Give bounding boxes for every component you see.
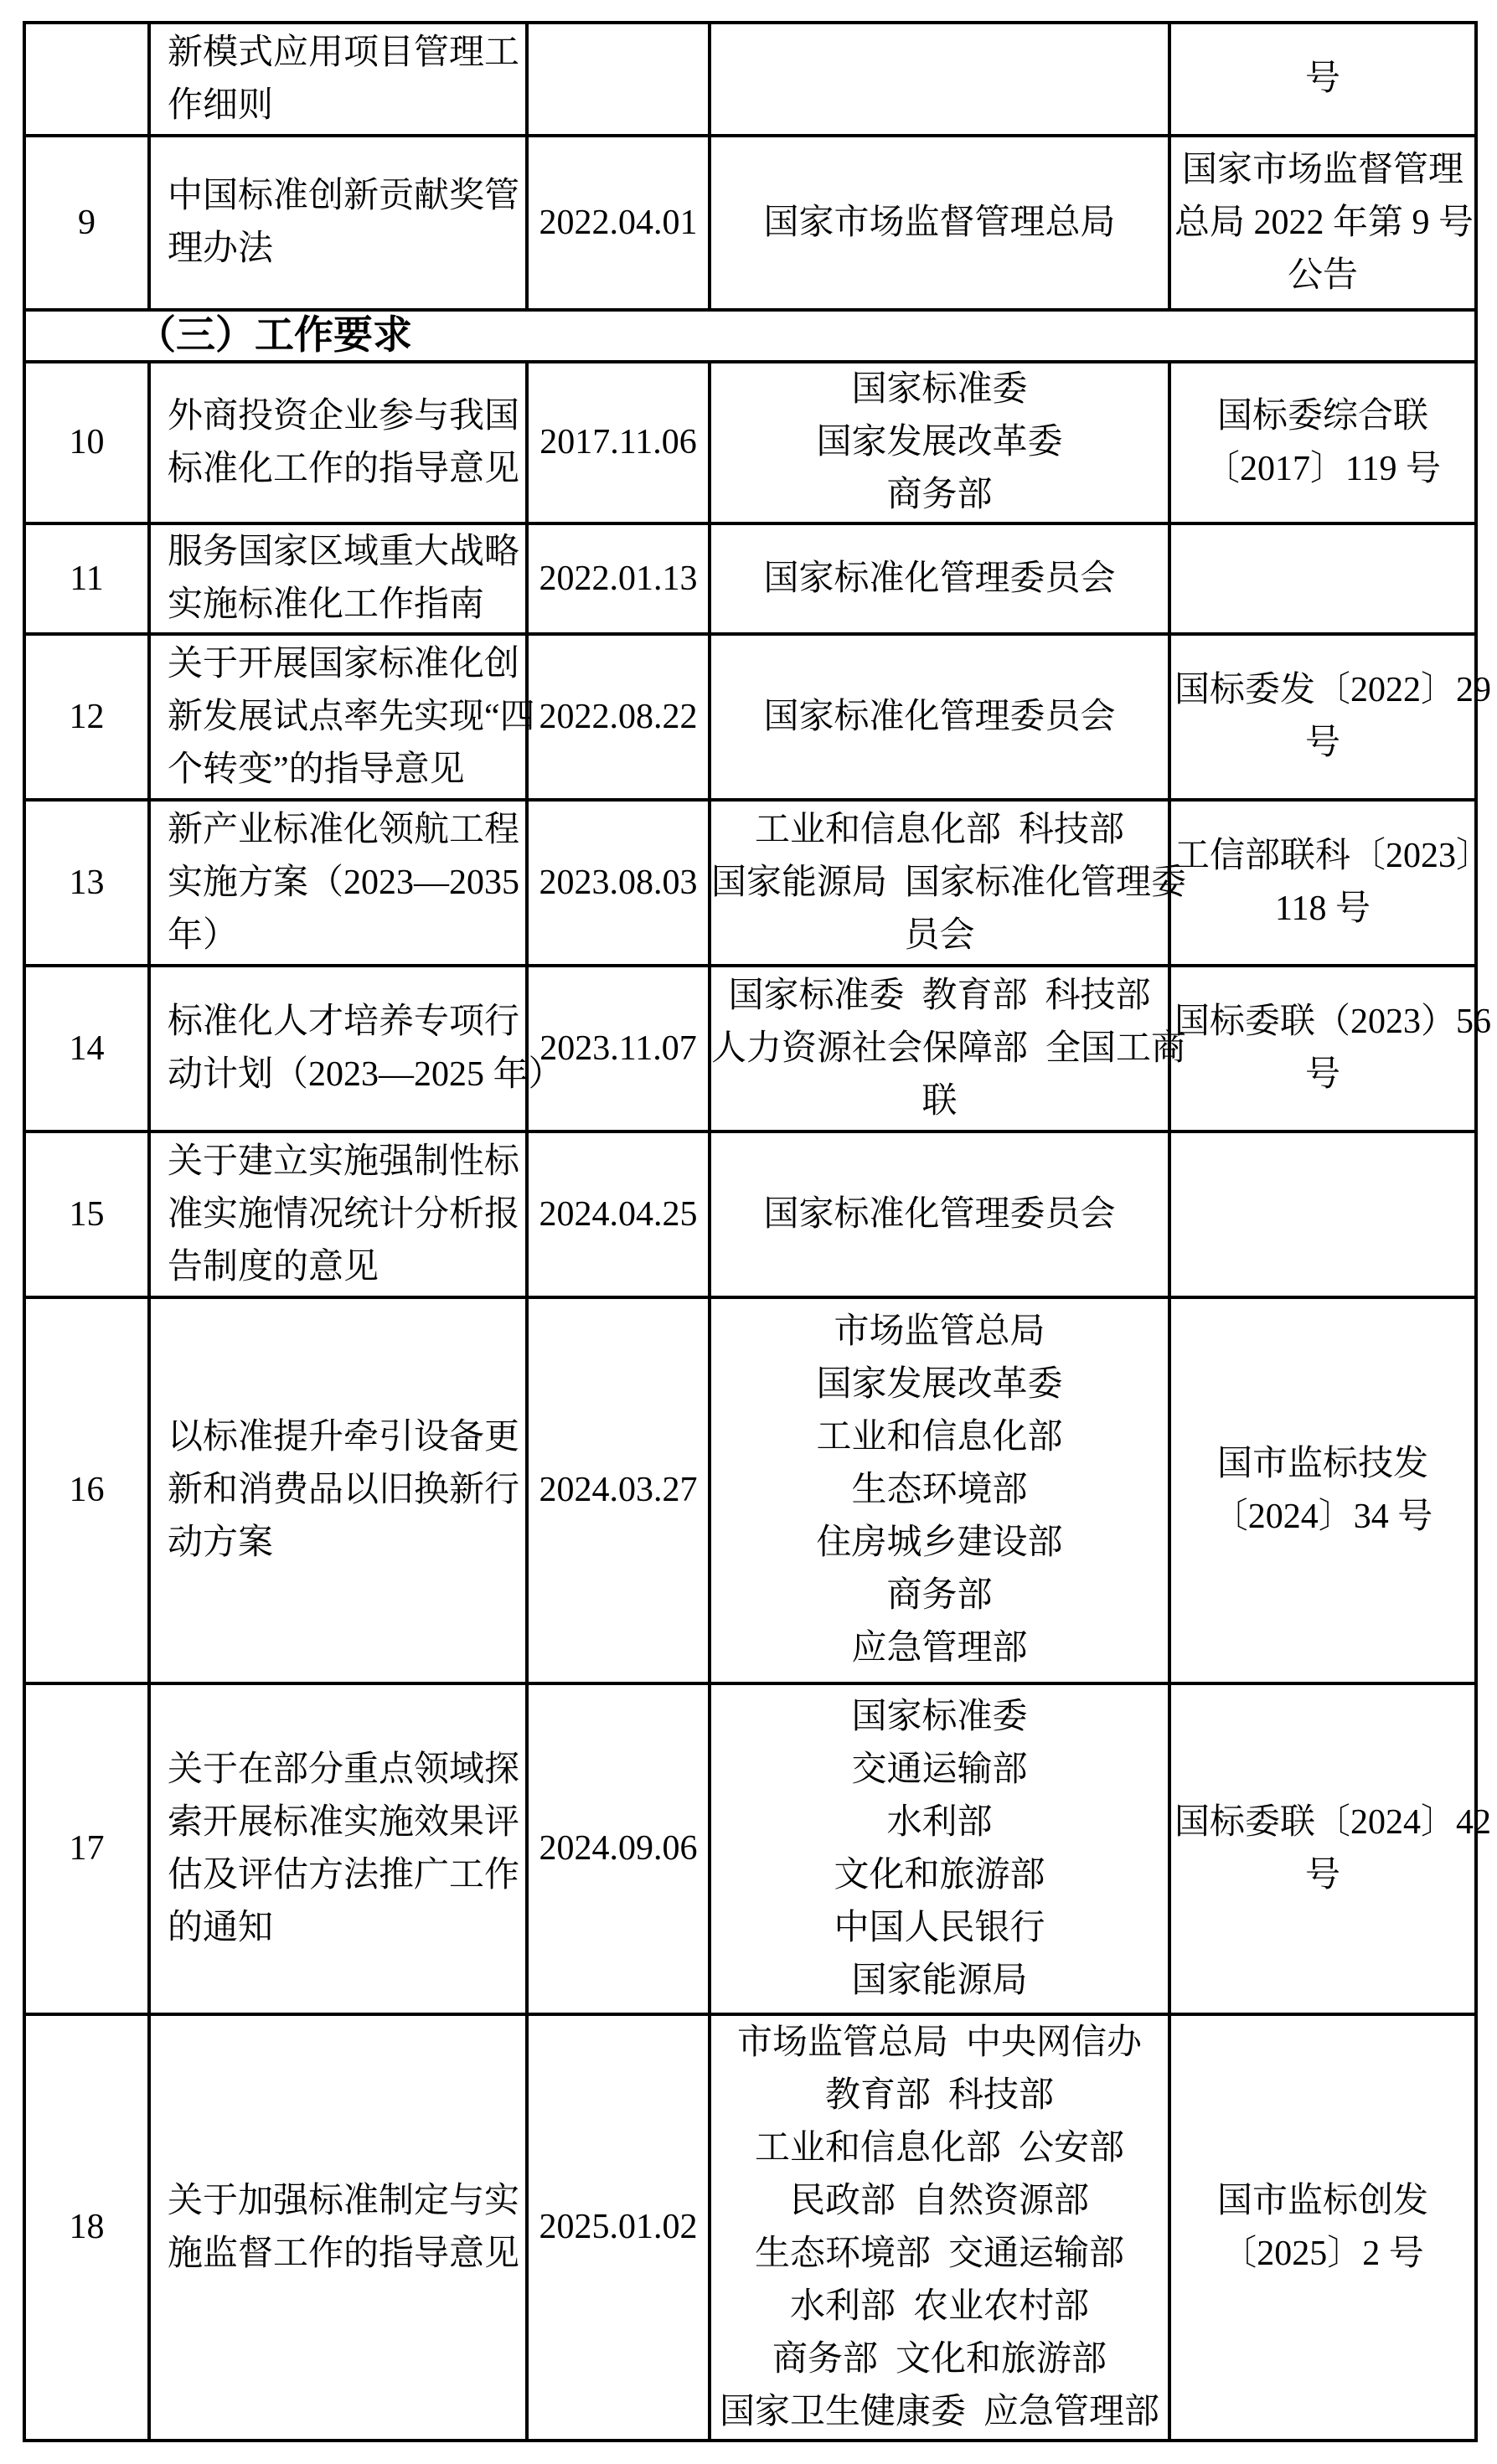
doc-number-cell [1169,523,1476,634]
document-title-line: 个转变”的指导意见 [168,750,465,789]
issue-date-cell [527,966,710,1131]
issuing-agency-cell [710,1683,1169,2014]
issue-date: 2017.11.06 [539,423,697,461]
issue-date-cell [527,136,710,310]
document-title-line: 年） [168,915,239,955]
issuing-agency-line: 交通运输部 [851,1750,1028,1789]
document-title-line: 关于在部分重点领域探 [168,1750,520,1789]
table-row [24,523,1476,634]
document-title-cell [149,1683,527,2014]
row-number-cell [24,1683,149,2014]
issuing-agency-line: 商务部 [886,1576,993,1615]
issuing-agency-line: 商务部 文化和旅游部 [772,2339,1107,2379]
document-title-line: 中国标准创新贡献奖管 [168,177,520,215]
issuing-agency-line: 国家标准委 [851,1697,1028,1736]
issuing-agency-line: 生态环境部 交通运输部 [754,2234,1124,2273]
doc-number-line: 国市监标创发 [1216,2181,1428,2220]
document-title-line: 关于开展国家标准化创 [168,644,520,683]
document-title-line: 索开展标准实施效果评 [168,1802,520,1842]
document-title-line: 新产业标准化领航工程 [168,810,520,849]
issuing-agency-cell [710,634,1169,800]
section-header-row [24,310,1476,362]
document-title-line: 以标准提升牵引设备更 [168,1418,520,1456]
issuing-agency-line: 市场监管总局 中央网信办 [736,2023,1142,2062]
document-title-cell [149,1297,527,1683]
table-row [24,1683,1476,2014]
issuing-agency-line: 中国人民银行 [834,1908,1045,1947]
document-title-cell [149,523,527,634]
issuing-agency-line: 国家能源局 国家标准化管理委 [711,863,1187,902]
issue-date-cell [527,634,710,800]
doc-number-line: 〔2024〕34 号 [1212,1497,1433,1536]
document-title-line: 外商投资企业参与我国 [168,396,520,436]
doc-number-cell [1169,1683,1492,2014]
doc-number-cell [1169,2014,1476,2441]
issue-date: 2022.04.01 [539,203,698,242]
row-number: 10 [69,423,105,461]
row-number: 13 [69,863,105,902]
issuing-agency-cell [710,1131,1169,1297]
table-row [24,1297,1476,1683]
doc-number-line: 〔2017〕119 号 [1205,449,1441,488]
document-title-cell [149,634,535,800]
table-row [24,2014,1476,2441]
doc-number-line: 国标委发〔2022〕29 [1174,671,1492,709]
doc-number-cell [1169,1297,1476,1683]
document-title-line: 服务国家区域重大战略 [168,533,520,571]
issue-date: 2023.08.03 [539,863,698,902]
issue-date-cell [527,800,710,966]
issuing-agency-cell [710,1297,1169,1683]
issuing-agency-line: 市场监管总局 [834,1312,1045,1351]
issuing-agency-line: 住房城乡建设部 [816,1523,1063,1562]
document-title-line: 标准化工作的指导意见 [168,449,520,488]
row-number-cell [24,800,149,966]
document-title-cell [149,1131,527,1297]
row-number: 17 [69,1829,105,1868]
issuing-agency-line: 商务部 [886,476,993,514]
issue-date-cell [527,2014,710,2441]
doc-number-line: 工信部联科〔2023〕 [1174,837,1492,875]
doc-number-line: 国标委联（2023）56 [1174,1003,1492,1041]
document-title-line: 新和消费品以旧换新行 [168,1471,520,1509]
issuing-agency-cell [710,136,1169,310]
document-title-cell [149,136,527,310]
document-title-line: 新模式应用项目管理工 [168,33,520,72]
document-title-line: 关于加强标准制定与实 [168,2181,520,2220]
document-title-line: 理办法 [168,229,274,268]
issuing-agency-line: 民政部 自然资源部 [789,2181,1089,2220]
issuing-agency-line: 国家能源局 [851,1961,1028,2000]
table-row [24,362,1476,523]
row-number: 14 [69,1028,105,1068]
issuing-agency-line: 国家卫生健康委 应急管理部 [719,2392,1159,2431]
issuing-agency-line: 文化和旅游部 [834,1855,1045,1894]
doc-number-line: 总局 2022 年第 9 号 [1174,203,1474,242]
issuing-agency-line: 水利部 [886,1802,993,1842]
table-row [24,1131,1476,1297]
issuing-agency-line: 国家标准委 教育部 科技部 [728,976,1151,1015]
issue-date: 2022.01.13 [539,559,698,598]
document-title-cell [149,362,527,523]
row-number-cell [24,2014,149,2441]
issuing-agency-cell [710,23,1169,136]
table-row [24,23,1476,136]
issuing-agency-line: 国家标准化管理委员会 [763,697,1116,736]
doc-number-line: 118 号 [1275,889,1371,928]
issuing-agency-cell [710,2014,1169,2441]
table-row [24,800,1476,966]
row-number-cell [24,523,149,634]
issuing-agency-line: 教育部 科技部 [824,2075,1054,2115]
doc-number-line: 号 [1304,1855,1340,1894]
document-title-line: 的通知 [168,1908,274,1947]
issuing-agency-line: 应急管理部 [851,1629,1028,1668]
issue-date-cell [527,523,710,634]
doc-number-cell [1169,23,1476,136]
doc-number-cell [1169,1131,1476,1297]
issue-date-cell [527,362,710,523]
doc-number-line: 国标委综合联 [1216,396,1428,436]
doc-number-cell [1169,966,1492,1131]
row-number: 11 [70,559,104,598]
document-title-cell [149,2014,527,2441]
doc-number-cell [1169,634,1492,800]
doc-number-line: 国市监标技发 [1216,1444,1428,1483]
issuing-agency-line: 员会 [904,915,975,955]
row-number: 12 [69,697,105,736]
issue-date: 2024.09.06 [539,1829,698,1868]
issuing-agency-line: 工业和信息化部 科技部 [754,810,1124,849]
issue-date-cell [527,1683,710,2014]
issuing-agency-line: 生态环境部 [851,1471,1028,1509]
row-number-cell [24,136,149,310]
doc-number-line: 号 [1304,59,1340,98]
document-title-cell [149,800,527,966]
issuing-agency-line: 人力资源社会保障部 全国工商 [711,1028,1187,1068]
table-row [24,634,1476,800]
doc-number-line: 国家市场监督管理 [1181,150,1463,189]
issuing-agency-cell [710,966,1187,1131]
issuing-agency-line: 工业和信息化部 [816,1418,1063,1456]
document-title-line: 估及评估方法推广工作 [168,1855,520,1894]
issuing-agency-cell [710,523,1169,634]
issue-date: 2024.04.25 [539,1194,698,1234]
document-title-line: 动方案 [168,1523,274,1562]
row-number: 16 [69,1471,105,1509]
standards-documents-table [23,21,1492,2442]
issuing-agency-line: 联 [921,1081,958,1121]
issuing-agency-cell [710,362,1169,523]
row-number-cell [24,1297,149,1683]
doc-number-line: 国标委联〔2024〕42 [1174,1802,1492,1842]
document-title-line: 准实施情况统计分析报 [168,1194,520,1234]
doc-number-line: 〔2025〕2 号 [1221,2234,1424,2273]
document-title-cell [149,966,564,1131]
issuing-agency-line: 国家标准委 [851,370,1028,409]
row-number-cell [24,966,149,1131]
issuing-agency-line: 国家标准化管理委员会 [763,1194,1116,1234]
issue-date: 2024.03.27 [539,1471,698,1509]
document-title-cell [149,23,527,136]
issuing-agency-line: 国家市场监督管理总局 [763,203,1116,242]
row-number-cell [24,23,149,136]
issue-date-cell [527,1297,710,1683]
doc-number-cell [1169,136,1476,310]
issuing-agency-line: 水利部 农业农村部 [789,2286,1089,2326]
issuing-agency-cell [710,800,1187,966]
issue-date: 2025.01.02 [539,2208,698,2246]
section-header-cell [24,310,1476,362]
doc-number-line: 号 [1304,724,1340,762]
issuing-agency-line: 国家发展改革委 [816,423,1063,461]
doc-number-cell [1169,362,1476,523]
document-title-line: 动计划（2023—2025 年） [168,1055,564,1094]
section-header-label: （三）工作要求 [137,314,412,358]
issue-date-cell [527,23,710,136]
table-row [24,966,1476,1131]
issuing-agency-line: 国家发展改革委 [816,1365,1063,1404]
document-title-line: 新发展试点率先实现“四 [168,697,535,736]
row-number-cell [24,634,149,800]
row-number-cell [24,362,149,523]
doc-number-cell [1169,800,1492,966]
doc-number-line: 公告 [1287,255,1358,295]
document-title-line: 关于建立实施强制性标 [168,1142,520,1181]
document-title-line: 施监督工作的指导意见 [168,2234,520,2273]
issuing-agency-line: 国家标准化管理委员会 [763,559,1116,598]
row-number-cell [24,1131,149,1297]
document-title-line: 标准化人才培养专项行 [168,1003,520,1041]
issue-date-cell [527,1131,710,1297]
issue-date: 2022.08.22 [539,697,698,736]
document-title-line: 实施方案（2023—2035 [168,863,520,902]
document-title-line: 告制度的意见 [168,1247,379,1286]
row-number: 18 [69,2208,105,2246]
doc-number-line: 号 [1304,1055,1340,1094]
document-title-line: 作细则 [168,85,274,125]
row-number: 9 [78,203,95,242]
table-row [24,136,1476,310]
document-title-line: 实施标准化工作指南 [168,585,485,624]
issuing-agency-line: 工业和信息化部 公安部 [754,2128,1124,2168]
issue-date: 2023.11.07 [539,1028,697,1068]
row-number: 15 [69,1194,105,1234]
